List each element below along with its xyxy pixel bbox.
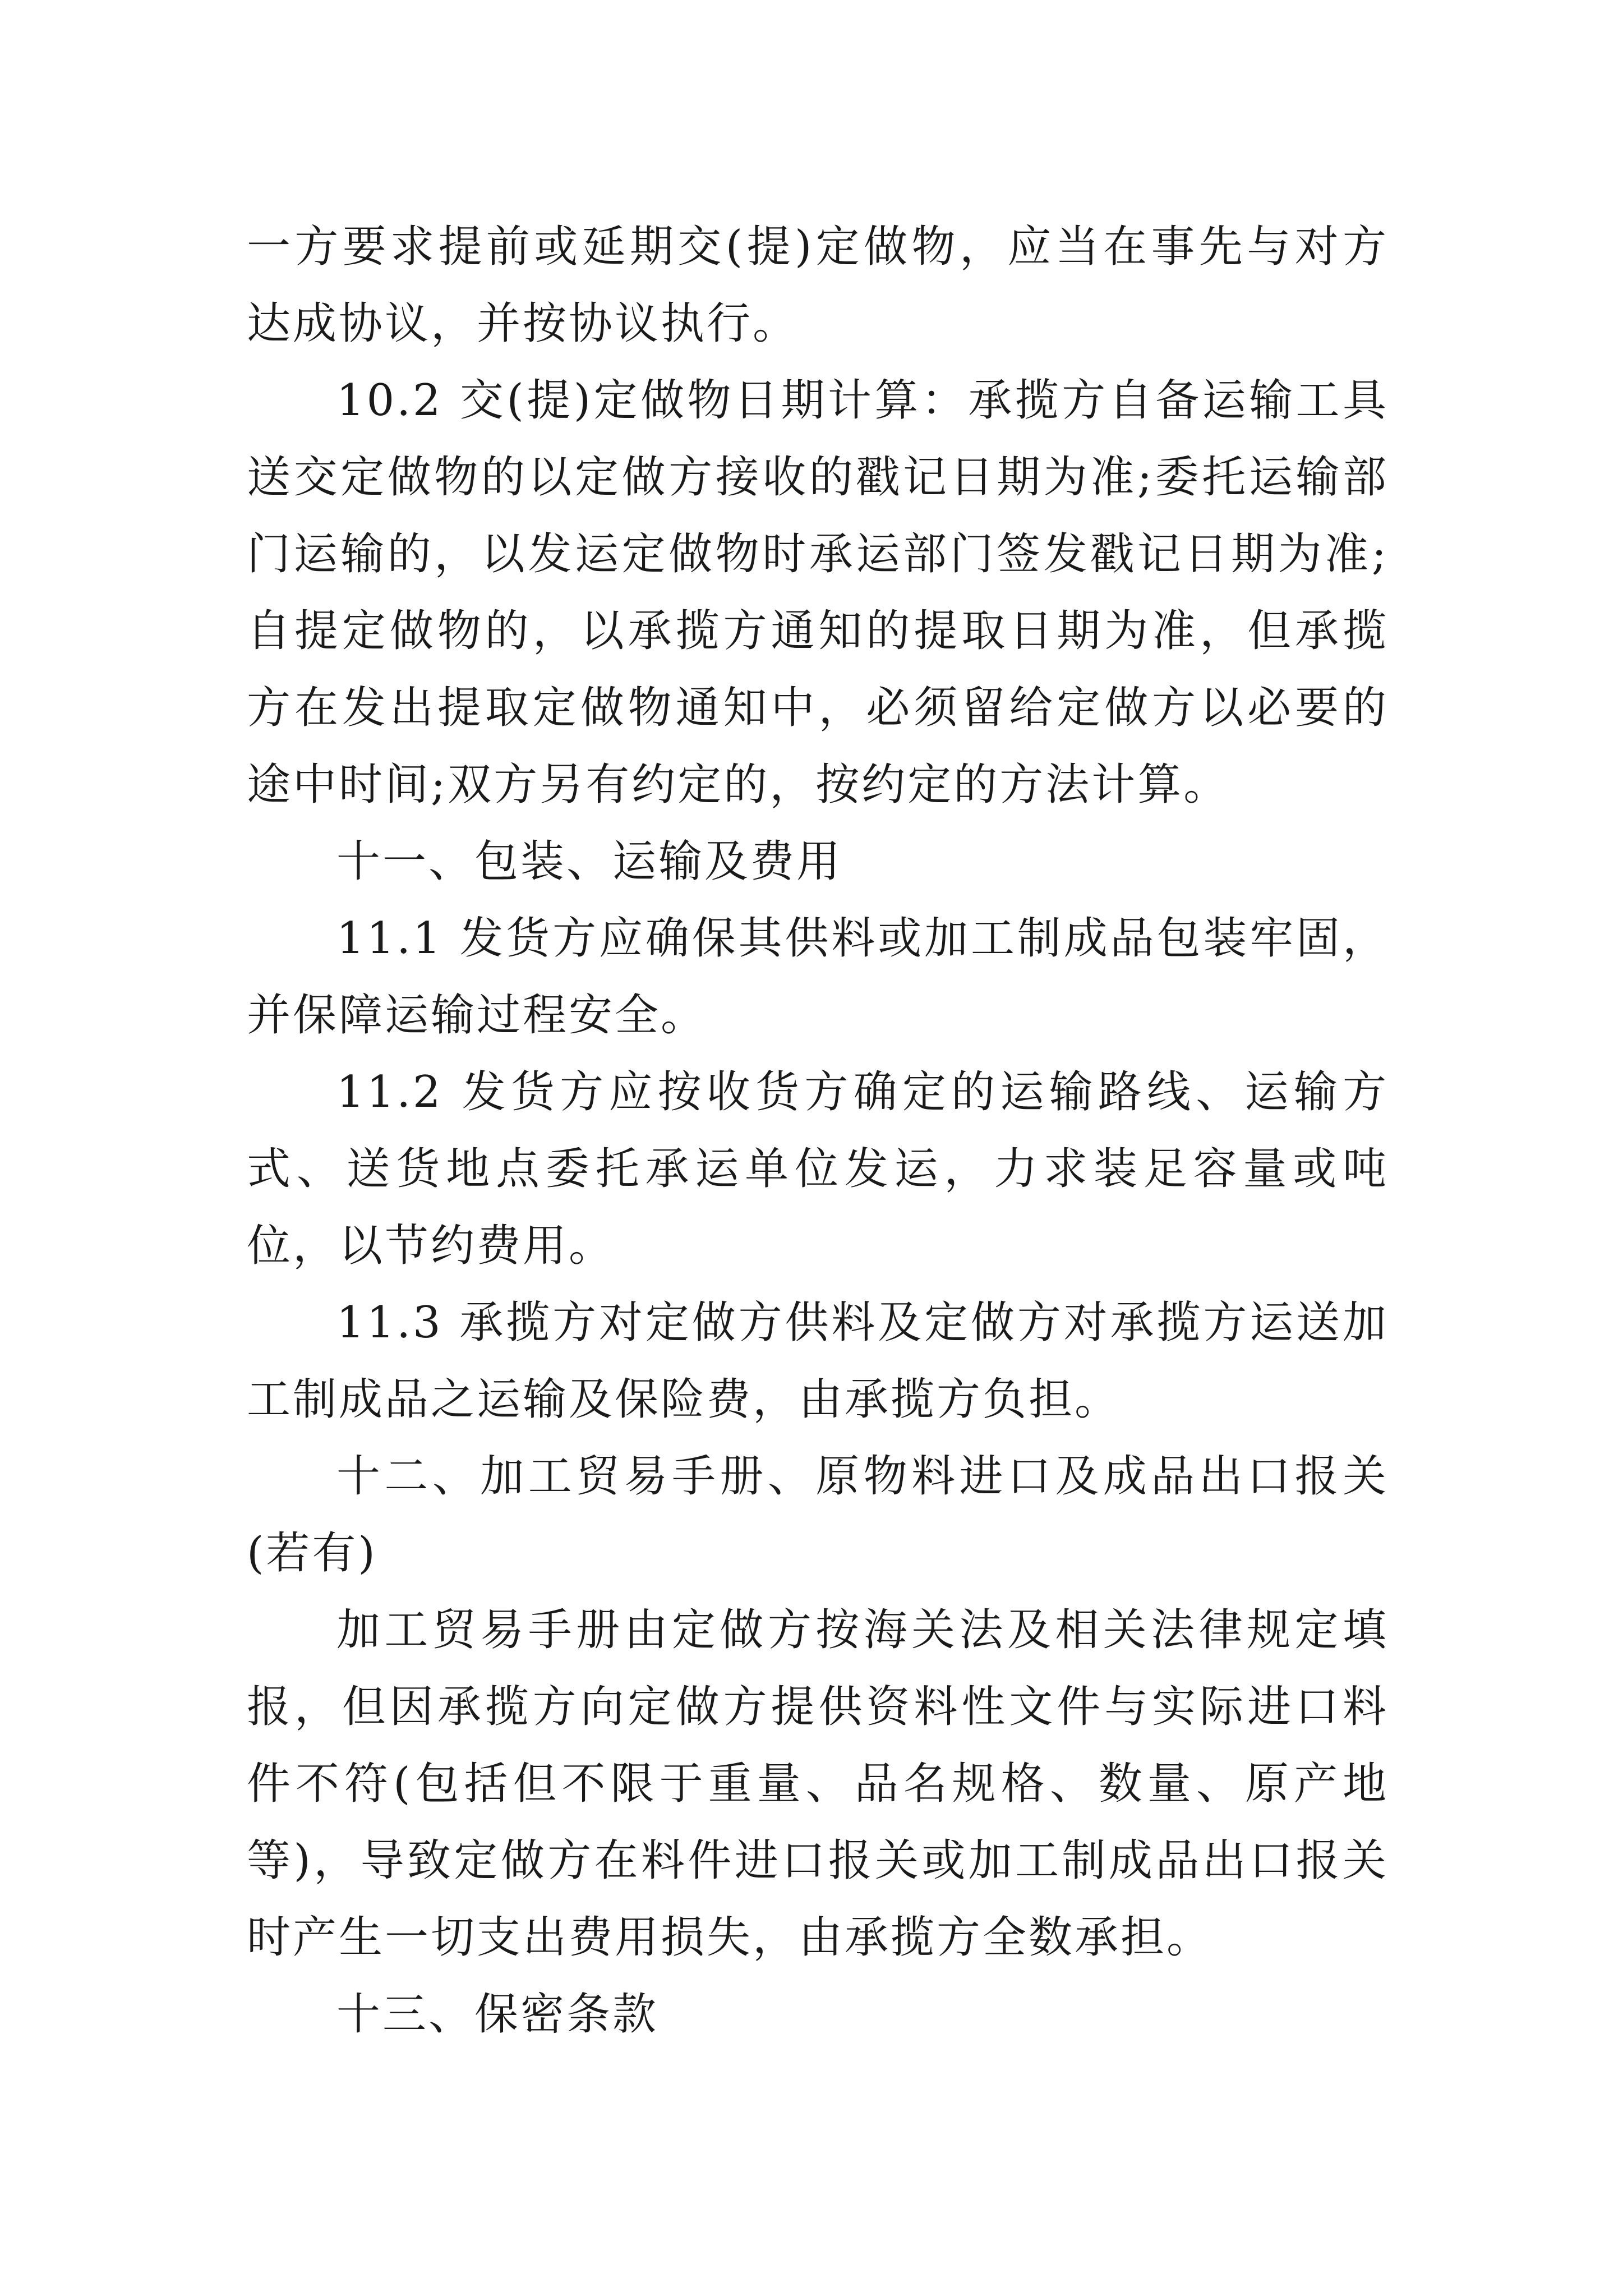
paragraph-clause-10-2: 10.2 交(提)定做物日期计算：承揽方自备运输工具送交定做物的以定做方接收的戳记日期为准;委托运输部门运输的，以发运定做物时承运部门签发戳记日期为准;自提定做物的，以承揽方通知的提取日期为准，但承揽方在发出提取定做物通知中，必须留给定做方以必要的途中时间;双方另有约定的，按约定的方法计算。 xyxy=(247,375,1389,810)
paragraph-clause-11-3: 11.3 承揽方对定做方供料及定做方对承揽方运送加工制成品之运输及保险费，由承揽方负担。 xyxy=(247,1297,1389,1425)
section-heading-13: 十三、保密条款 xyxy=(336,1989,659,2040)
paragraph-clause-11-1: 11.1 发货方应确保其供料或加工制成品包装牢固，并保障运输过程安全。 xyxy=(247,913,1389,1041)
section-heading-12: 十二、加工贸易手册、原物料进口及成品出口报关(若有) xyxy=(247,1451,1389,1579)
section-heading-11: 十一、包装、运输及费用 xyxy=(336,836,843,887)
paragraph-clause-12: 加工贸易手册由定做方按海关法及相关法律规定填报，但因承揽方向定做方提供资料性文件与实际进口料件不符(包括但不限于重量、品名规格、数量、原产地等)，导致定做方在料件进口报关或加工制成品出口报关时产生一切支出费用损失，由承揽方全数承担。 xyxy=(247,1605,1389,1963)
paragraph-continuation: 一方要求提前或延期交(提)定做物，应当在事先与对方达成协议，并按协议执行。 xyxy=(247,222,1389,349)
paragraph-clause-11-2: 11.2 发货方应按收货方确定的运输路线、运输方式、送货地点委托承运单位发运，力求装足容量或吨位，以节约费用。 xyxy=(247,1067,1389,1271)
document-body xyxy=(247,209,1389,2053)
